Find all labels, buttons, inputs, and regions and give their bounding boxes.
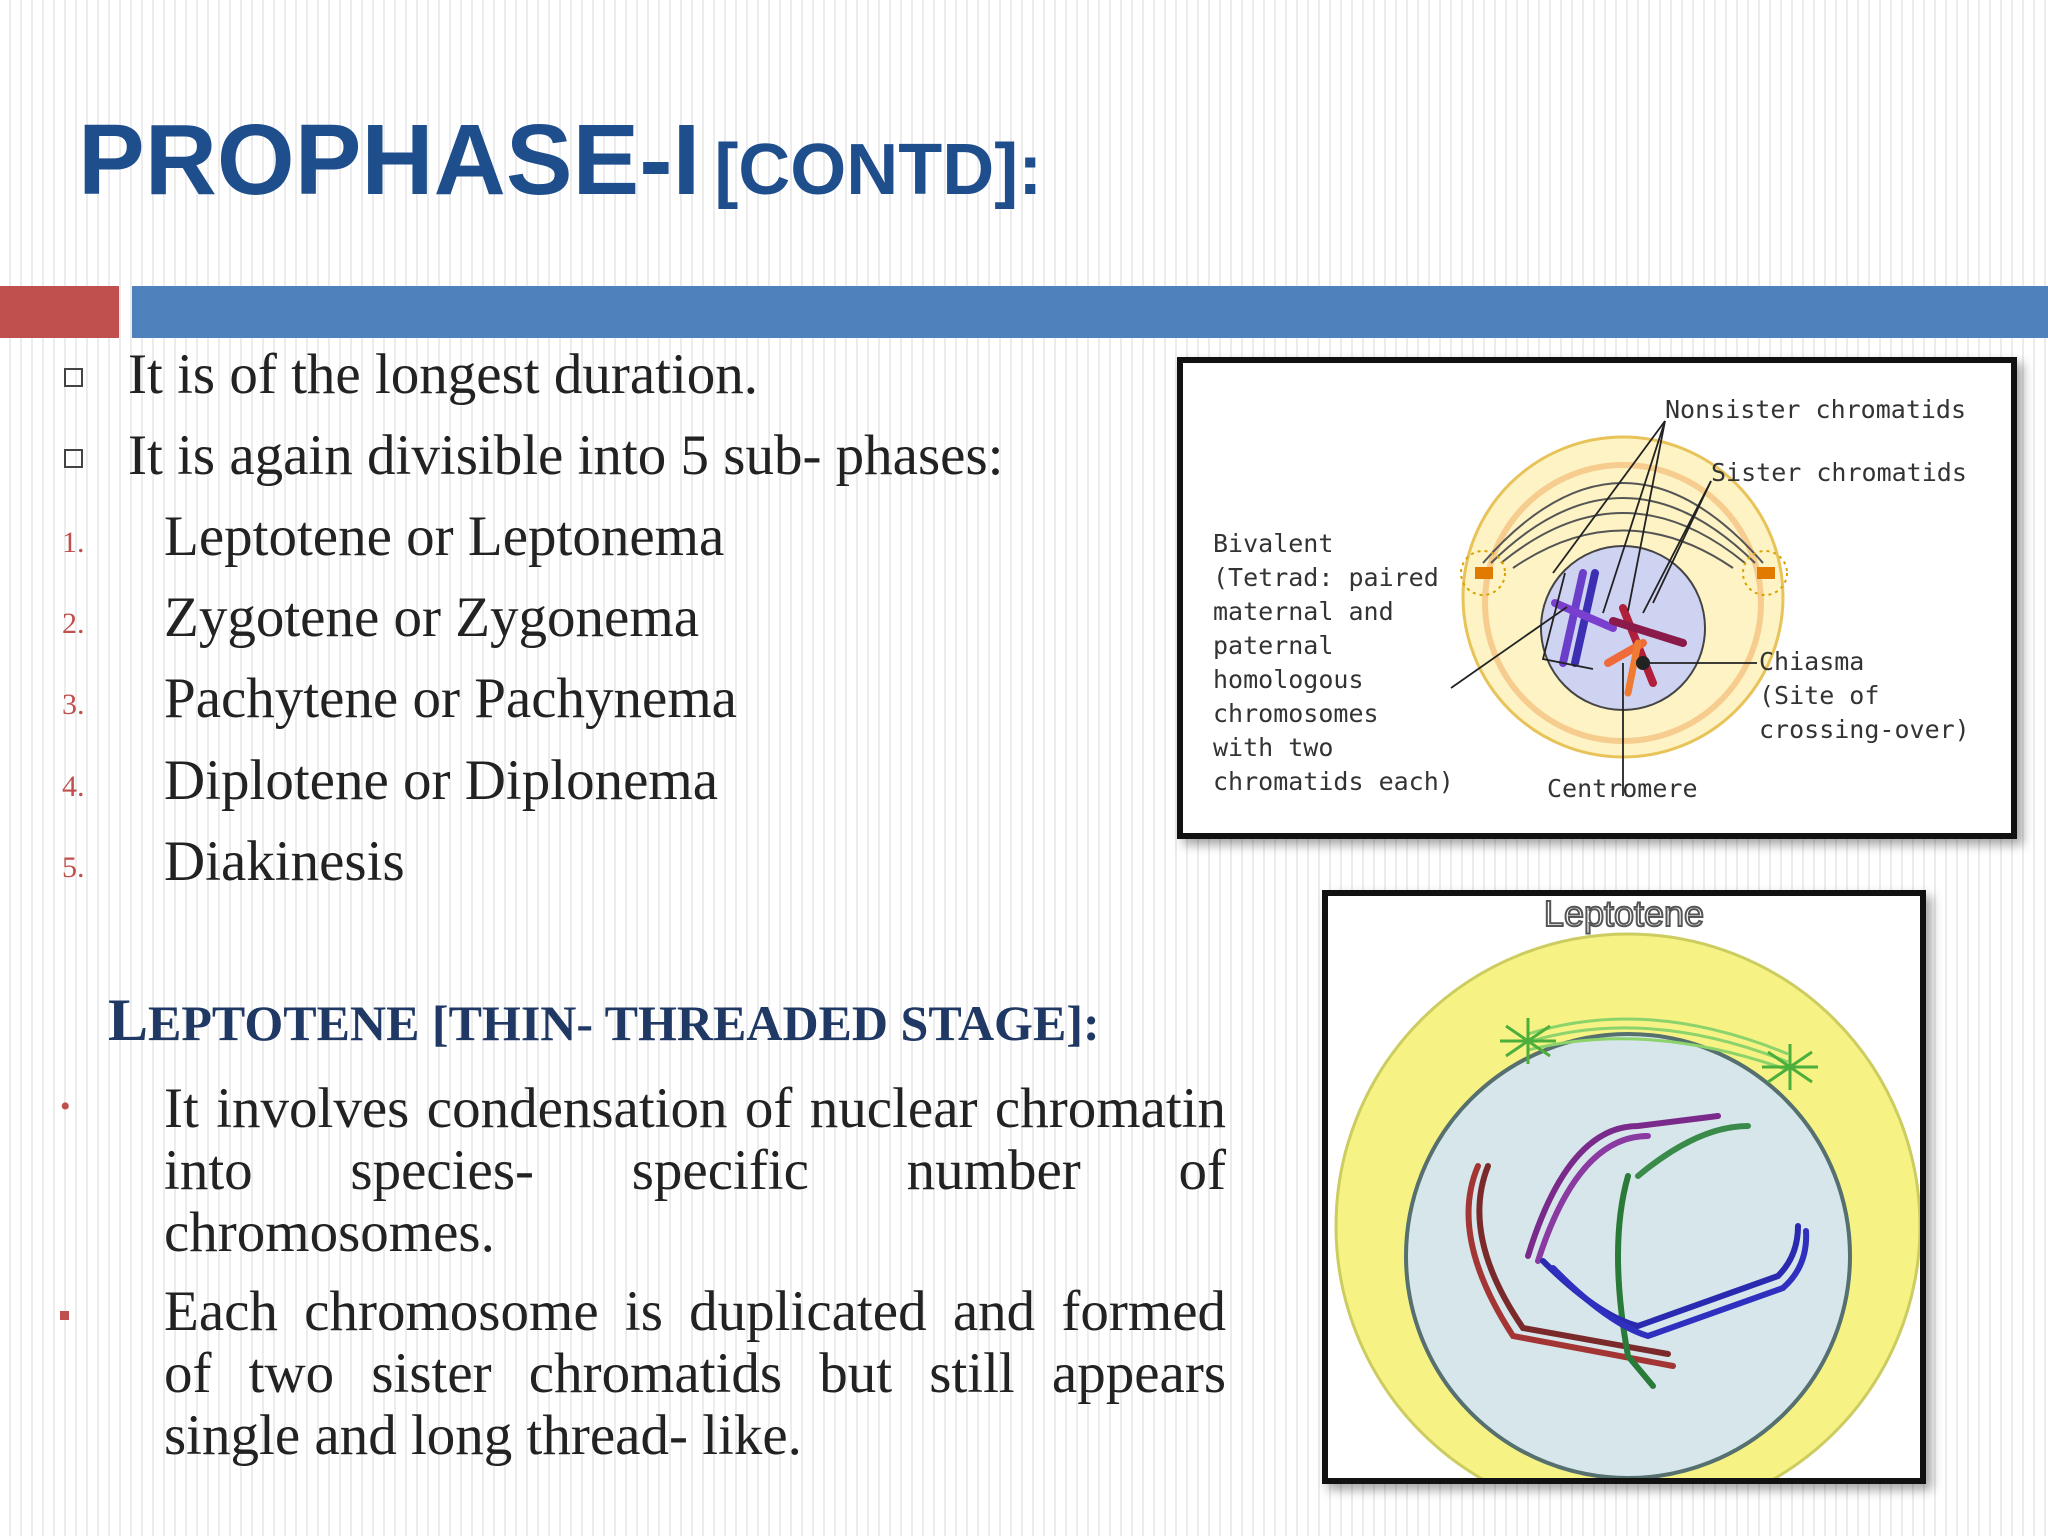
round-bullet-icon: • (60, 1090, 71, 1123)
label-bivalent-line: chromatids each) (1213, 767, 1454, 796)
intro-bullet (64, 423, 1003, 488)
intro-bullet-text: It is of the longest duration. (128, 343, 759, 406)
slide-title (78, 104, 1043, 216)
leptotene-point: Each chromosome is duplicated and formed of two sister chromatids but still appears single and long thread- like. (164, 1280, 1226, 1467)
label-bivalent-line: chromosomes (1213, 699, 1379, 728)
label-bivalent-line: paternal (1213, 631, 1334, 660)
label-chiasma (1759, 647, 1970, 744)
hollow-square-bullet-icon (64, 449, 83, 468)
label-chiasma-line: (Site of (1759, 681, 1880, 710)
subphase-number: 5. (62, 851, 85, 884)
square-bullet-icon (60, 1311, 69, 1320)
title-sub: [CONTD]: (714, 130, 1043, 210)
leptotene-figure (1322, 890, 1926, 1484)
label-bivalent-line: (Tetrad: paired (1213, 563, 1439, 592)
label-centromere: Centromere (1547, 774, 1698, 803)
subphase-number: 3. (62, 688, 85, 721)
subphase-label: Diplotene or Diplonema (164, 749, 719, 812)
label-chiasma-line: crossing-over) (1759, 715, 1970, 744)
leptotene-svg (1328, 896, 1920, 1478)
label-bivalent (1213, 529, 1454, 796)
subphase-number: 1. (62, 526, 85, 559)
leptotene-heading (108, 987, 1100, 1053)
label-bivalent-line: maternal and (1213, 597, 1394, 626)
accent-rule-blue (132, 286, 2048, 338)
subphase-number: 4. (62, 770, 85, 803)
label-bivalent-line: homologous (1213, 665, 1364, 694)
heading-part: THIN- THREADED STAGE (448, 995, 1067, 1051)
label-chiasma-line: Chiasma (1759, 647, 1865, 676)
subphase-label: Pachytene or Pachynema (164, 667, 737, 730)
subphase-label: Leptotene or Leptonema (164, 505, 725, 568)
hollow-square-bullet-icon (64, 368, 83, 387)
heading-part: ]: (1066, 995, 1100, 1051)
subphase-label: Diakinesis (164, 830, 405, 893)
subphase-label: Zygotene or Zygonema (164, 586, 699, 649)
subphase-number: 2. (62, 607, 85, 640)
accent-rule-red (0, 286, 119, 338)
bivalent-diagram (1177, 357, 2017, 839)
intro-bullet-text: It is again divisible into 5 sub- phases: (128, 424, 1004, 487)
heading-part: L (108, 987, 149, 1053)
label-sister: Sister chromatids (1711, 458, 1967, 487)
title-main: PROPHASE-I (78, 104, 701, 216)
leptotene-caption: Leptotene (1543, 896, 1705, 934)
intro-bullet (64, 342, 758, 407)
label-bivalent-line: with two (1213, 733, 1334, 762)
label-bivalent-line: Bivalent (1213, 529, 1334, 558)
label-nonsister: Nonsister chromatids (1665, 395, 1967, 424)
leptotene-point: It involves condensation of nuclear chromatin into species- specific number of chromosomes. (164, 1077, 1226, 1264)
bivalent-svg (1183, 363, 2011, 833)
heading-part: EPTOTENE [ (148, 995, 449, 1051)
